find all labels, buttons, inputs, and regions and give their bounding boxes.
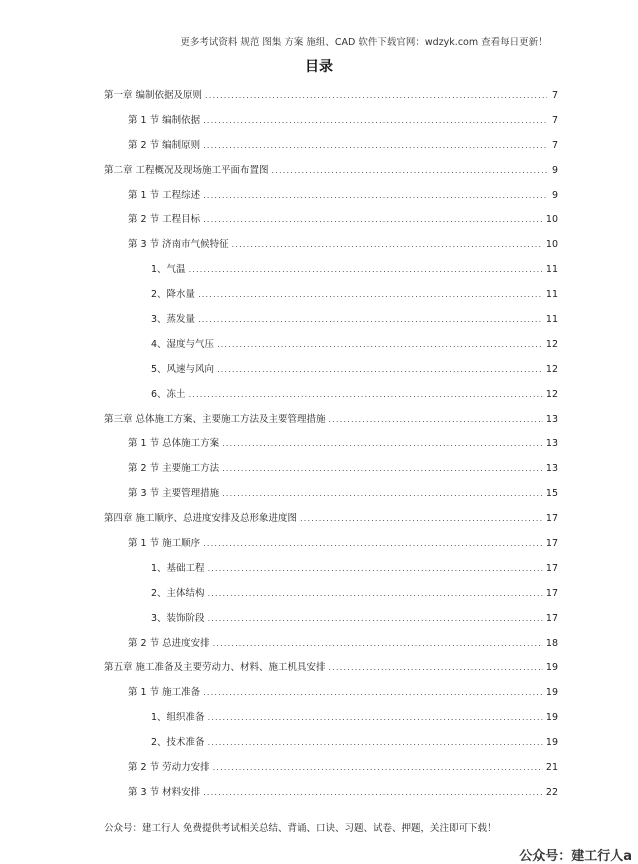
dot-leader	[217, 358, 543, 383]
toc-entry[interactable]	[104, 159, 558, 184]
toc-entry-page: 12	[545, 388, 558, 400]
toc-entry-page: 19	[545, 662, 558, 674]
toc-entry-page: 19	[545, 737, 558, 749]
toc-entry[interactable]	[104, 184, 558, 209]
dot-leader	[189, 383, 543, 408]
toc-entry-label: 第五章 施工准备及主要劳动力、材料、施工机具安排	[104, 662, 326, 674]
toc-entry-page: 17	[545, 587, 558, 599]
toc-entry-label: 第 1 节 总体施工方案	[128, 438, 220, 450]
toc-entry[interactable]	[104, 408, 558, 433]
dot-leader	[208, 706, 543, 731]
toc-entry-label: 第 2 节 编制原则	[128, 139, 201, 151]
toc-entry-page: 19	[545, 712, 558, 724]
dot-leader	[203, 134, 547, 159]
toc-entry-label: 第 1 节 施工顺序	[128, 538, 201, 550]
toc-entry-number: 4、	[151, 338, 167, 350]
toc-entry-page: 7	[551, 90, 558, 101]
dot-leader	[203, 208, 543, 233]
toc-entry-page: 11	[545, 264, 558, 276]
dot-leader	[203, 681, 543, 706]
toc-entry[interactable]	[104, 258, 558, 283]
toc-entry-page: 13	[545, 438, 558, 450]
dot-leader	[208, 582, 543, 607]
toc-entry-page: 12	[545, 363, 558, 375]
toc-entry-label: 湿度与气压	[166, 338, 215, 350]
watermark: 公众号：建工行人a	[519, 849, 632, 864]
toc-entry-page: 7	[551, 114, 558, 126]
toc-entry-number: 2、	[151, 289, 167, 301]
toc-entry[interactable]	[104, 681, 558, 706]
toc-entry[interactable]	[104, 756, 558, 781]
toc-entry-label: 蒸发量	[166, 314, 196, 326]
toc-entry-label: 第 2 节 总进度安排	[128, 637, 210, 649]
dot-leader	[329, 408, 543, 433]
toc-entry-number: 2、	[151, 737, 167, 749]
toc-entry-page: 13	[545, 413, 558, 425]
toc-entry-number: 2、	[151, 587, 167, 599]
toc-entry[interactable]	[104, 283, 558, 308]
toc-entry-number: 1、	[151, 264, 167, 276]
toc-entry-label: 气温	[166, 264, 186, 276]
dot-leader	[208, 557, 543, 582]
dot-leader	[232, 233, 543, 258]
toc-entry[interactable]	[104, 457, 558, 482]
toc-entry[interactable]	[104, 432, 558, 457]
footer-note: 公众号：建工行人 免费提供考试相关总结、背诵、口诀、习题、试卷、押题，关注即可下载！	[104, 823, 497, 834]
toc-entry-page: 11	[545, 289, 558, 301]
toc-entry-label: 第 1 节 工程综述	[128, 189, 201, 201]
toc-entry-label: 第一章 编制依据及原则	[104, 90, 203, 101]
toc-entry-number: 1、	[151, 562, 167, 574]
toc-entry-number: 3、	[151, 314, 167, 326]
toc-entry-label: 第 1 节 施工准备	[128, 687, 201, 699]
toc-entry[interactable]	[104, 482, 558, 507]
toc-entry[interactable]	[104, 109, 558, 134]
dot-leader	[198, 308, 543, 333]
toc-entry-page: 19	[545, 687, 558, 699]
toc-entry-page: 12	[545, 338, 558, 350]
toc-entry[interactable]	[104, 233, 558, 258]
toc-entry-label: 降水量	[166, 289, 196, 301]
toc-entry-page: 7	[551, 139, 558, 151]
toc-entry-label: 第 3 节 济南市气候特征	[128, 239, 229, 251]
toc-entry-page: 17	[545, 538, 558, 550]
toc-entry[interactable]	[104, 308, 558, 333]
toc-entry-label: 装饰阶段	[166, 612, 205, 624]
toc-entry-label: 基础工程	[166, 562, 205, 574]
toc-entry-label: 第 2 节 主要施工方法	[128, 463, 220, 475]
toc-entry-page: 21	[545, 762, 558, 774]
dot-leader	[222, 482, 543, 507]
toc-entry-page: 10	[545, 214, 558, 226]
table-of-contents	[104, 84, 558, 806]
toc-entry[interactable]	[104, 134, 558, 159]
dot-leader	[222, 457, 543, 482]
toc-entry[interactable]	[104, 208, 558, 233]
page-title: 目录	[305, 59, 333, 75]
toc-entry[interactable]	[104, 582, 558, 607]
dot-leader	[272, 159, 547, 184]
toc-entry-page: 17	[545, 612, 558, 624]
toc-entry[interactable]	[104, 706, 558, 731]
dot-leader	[198, 283, 543, 308]
toc-entry-label: 第三章 总体施工方案、主要施工方法及主要管理措施	[104, 413, 326, 425]
toc-entry-page: 22	[545, 786, 558, 798]
toc-entry[interactable]	[104, 656, 558, 681]
toc-entry-number: 5、	[151, 363, 167, 375]
toc-entry-label: 第二章 工程概况及现场施工平面布置图	[104, 164, 269, 176]
toc-entry[interactable]	[104, 532, 558, 557]
dot-leader	[203, 109, 547, 134]
toc-entry-page: 13	[545, 463, 558, 475]
dot-leader	[329, 656, 543, 681]
dot-leader	[213, 632, 543, 657]
toc-entry[interactable]	[104, 731, 558, 756]
dot-leader	[205, 84, 547, 109]
toc-entry-page: 18	[545, 637, 558, 649]
dot-leader	[213, 756, 543, 781]
toc-entry-label: 技术准备	[166, 737, 205, 749]
toc-entry-label: 第四章 施工顺序、总进度安排及总形象进度图	[104, 513, 298, 525]
toc-entry-label: 组织准备	[166, 712, 205, 724]
toc-entry-label: 第 3 节 主要管理措施	[128, 488, 220, 500]
toc-entry-label: 第 3 节 材料安排	[128, 786, 201, 798]
dot-leader	[208, 607, 543, 632]
dot-leader	[189, 258, 543, 283]
toc-entry-label: 风速与风向	[166, 363, 215, 375]
dot-leader	[222, 432, 543, 457]
toc-entry-number: 3、	[151, 612, 167, 624]
toc-entry-page: 15	[545, 488, 558, 500]
toc-entry-page: 9	[551, 164, 558, 176]
toc-entry-page: 10	[545, 239, 558, 251]
toc-entry-page: 17	[545, 562, 558, 574]
toc-entry-page: 11	[545, 314, 558, 326]
toc-entry[interactable]	[104, 358, 558, 383]
dot-leader	[203, 781, 543, 806]
toc-entry-label: 第 2 节 劳动力安排	[128, 762, 210, 774]
toc-entry-page: 17	[545, 513, 558, 525]
toc-entry[interactable]	[104, 557, 558, 582]
dot-leader	[203, 184, 547, 209]
header-note: 更多考试资料 规范 图集 方案 施组、CAD 软件下载官网：wdzyk.com 查看每日更新！	[180, 37, 548, 48]
toc-entry[interactable]	[104, 507, 558, 532]
toc-entry-label: 冻土	[166, 388, 186, 400]
toc-entry[interactable]	[104, 781, 558, 806]
toc-entry-label: 主体结构	[166, 587, 205, 599]
dot-leader	[217, 333, 543, 358]
toc-entry[interactable]	[104, 632, 558, 657]
toc-entry[interactable]	[104, 84, 558, 109]
toc-entry-number: 6、	[151, 388, 167, 400]
toc-entry-label: 第 1 节 编制依据	[128, 114, 201, 126]
dot-leader	[300, 507, 543, 532]
dot-leader	[208, 731, 543, 756]
toc-entry[interactable]	[104, 607, 558, 632]
toc-entry-page: 9	[551, 189, 558, 201]
toc-entry-number: 1、	[151, 712, 167, 724]
toc-entry[interactable]	[104, 333, 558, 358]
toc-entry-label: 第 2 节 工程目标	[128, 214, 201, 226]
dot-leader	[203, 532, 543, 557]
toc-entry[interactable]	[104, 383, 558, 408]
